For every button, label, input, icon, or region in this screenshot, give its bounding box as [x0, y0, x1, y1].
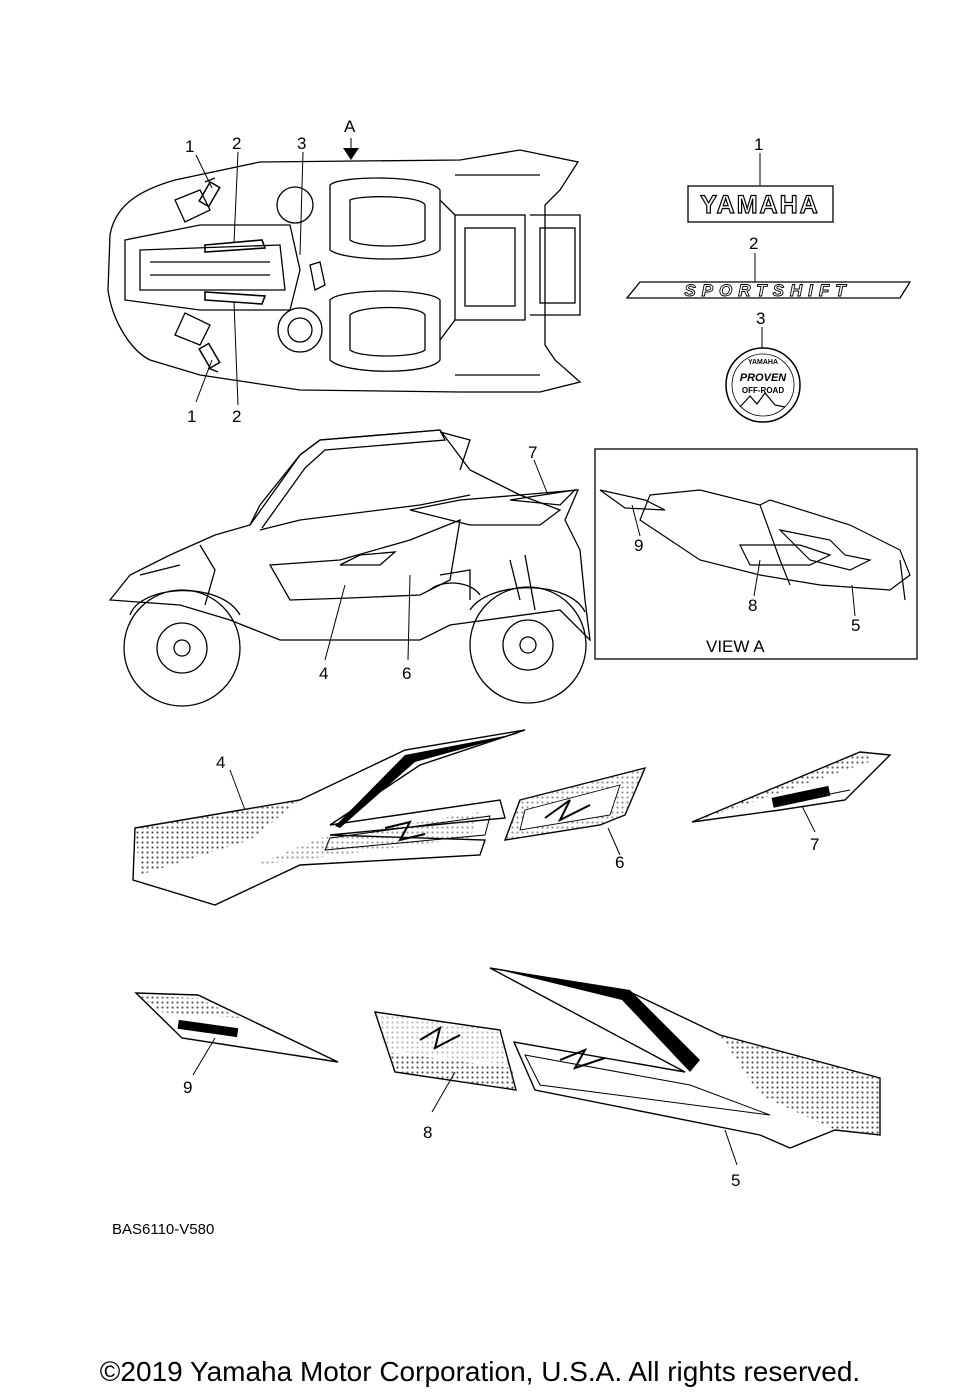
top-view-callouts	[196, 138, 359, 405]
callout-viewa-5: 5	[851, 616, 861, 635]
svg-text:YAMAHA: YAMAHA	[747, 359, 779, 366]
callout-viewa-8: 8	[748, 596, 758, 615]
decal-6	[505, 768, 645, 840]
decal-7	[692, 752, 890, 822]
decal-4	[133, 730, 525, 905]
callout-decal-7: 7	[810, 835, 820, 854]
callout-top-1b: 1	[187, 407, 197, 426]
callout-side-4: 4	[319, 664, 329, 683]
copyright-footer: ©2019 Yamaha Motor Corporation, U.S.A. All rights reserved.	[99, 1356, 861, 1387]
view-a-label: VIEW A	[706, 637, 765, 656]
diagram-part-code: BAS6110-V580	[112, 1221, 215, 1238]
callout-top-1a: 1	[185, 137, 195, 156]
side-view-leaders	[325, 460, 548, 660]
callout-side-7: 7	[528, 443, 538, 462]
callout-decal-4: 4	[216, 753, 226, 772]
vehicle-side-view	[110, 430, 590, 706]
svg-text:PROVEN: PROVEN	[739, 372, 787, 384]
yamaha-logo-decal	[688, 186, 833, 222]
decal-8	[375, 1012, 516, 1090]
view-a-box	[595, 449, 917, 659]
view-arrow-label: A	[344, 117, 356, 136]
callout-legend-1: 1	[754, 135, 764, 154]
callout-top-3: 3	[297, 134, 307, 153]
svg-text:YAMAHA: YAMAHA	[700, 191, 820, 219]
callout-decal-8: 8	[423, 1123, 433, 1142]
callout-legend-2: 2	[749, 234, 759, 253]
callout-top-2b: 2	[232, 407, 242, 426]
svg-text:SPORTSHIFT: SPORTSHIFT	[684, 281, 852, 300]
vehicle-top-view	[108, 150, 580, 392]
callout-decal-6: 6	[615, 853, 625, 872]
decal-5	[490, 968, 880, 1148]
callout-top-2a: 2	[232, 134, 242, 153]
sportshift-logo-decal	[627, 281, 910, 300]
callout-side-6: 6	[402, 664, 412, 683]
proven-offroad-badge-decal	[726, 348, 800, 422]
decal-9	[136, 993, 338, 1062]
callout-viewa-9: 9	[634, 536, 644, 555]
callout-legend-3: 3	[756, 309, 766, 328]
svg-text:OFF-ROAD: OFF-ROAD	[741, 386, 785, 395]
callout-decal-5: 5	[731, 1171, 741, 1190]
callout-decal-9: 9	[183, 1078, 193, 1097]
